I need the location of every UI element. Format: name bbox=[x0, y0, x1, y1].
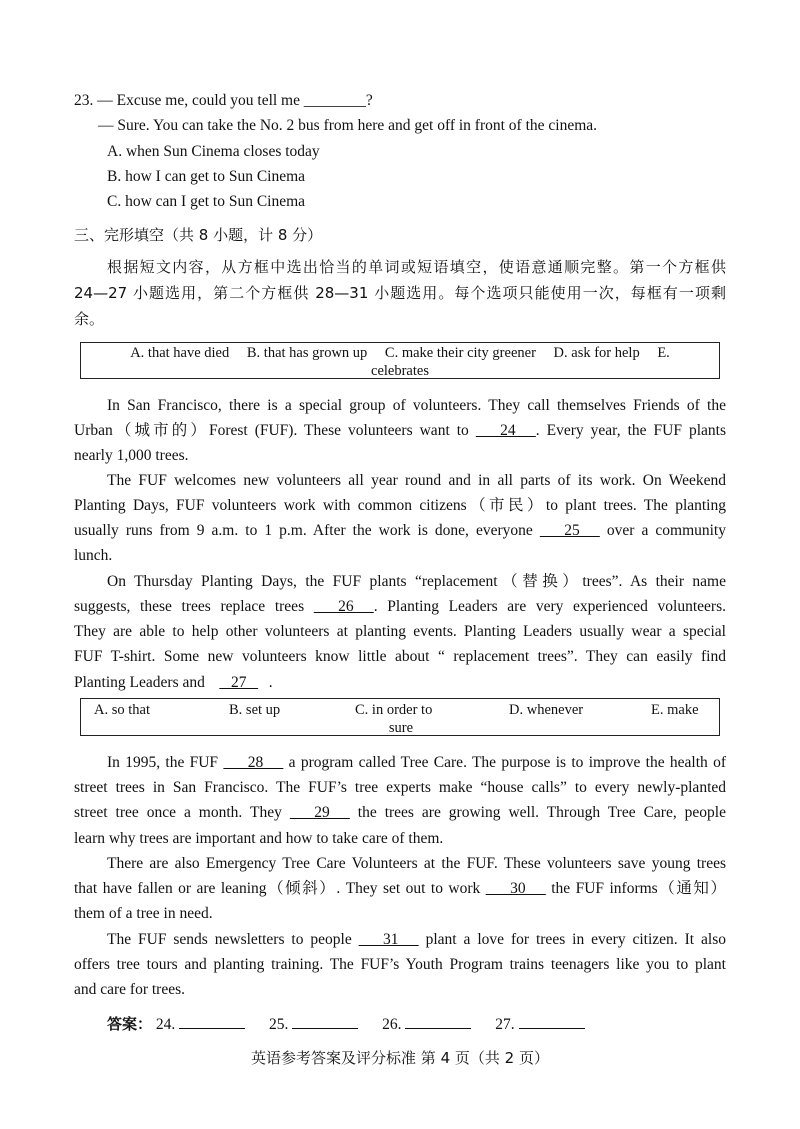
p4-line-3-text-b: the trees are growing well. Through Tree Care, people bbox=[349, 804, 726, 821]
p2-line-2-text: Planting Days, FUF volunteers work with common citizens（市民）to plant trees. The planting bbox=[74, 497, 726, 514]
box1-line-2: celebrates bbox=[371, 363, 429, 379]
p2-line-2 bbox=[74, 496, 726, 516]
p1-line-2-text-b: . Every year, the FUF plants bbox=[535, 422, 726, 439]
q23-question: 23. — Excuse me, could you tell me ________? bbox=[74, 92, 373, 109]
instruction-line-3: 余。 bbox=[74, 310, 105, 328]
box1-option-b: B. that has grown up bbox=[246, 345, 368, 361]
p3-line-5-text-b: . bbox=[268, 674, 273, 691]
answer-26-line[interactable] bbox=[405, 1014, 471, 1029]
p3-line-5-text-a: Planting Leaders and bbox=[74, 674, 209, 691]
p3-line-4-text: FUF T-shirt. Some new volunteers know little about “ replacement trees”. They can easily find bbox=[74, 648, 726, 665]
answer-26-label: 26. bbox=[382, 1016, 402, 1033]
q23-answer-line: — Sure. You can take the No. 2 bus from here and get off in front of the cinema. bbox=[98, 117, 598, 134]
box2-line-2: sure bbox=[388, 720, 414, 736]
instruction-line-2: 24—27 小题选用，第二个方框供 28—31 小题选用。每个选项只能使用一次，每框有一项剩 bbox=[74, 284, 726, 302]
p4-line-3 bbox=[74, 803, 726, 823]
word-box-1-options bbox=[81, 344, 719, 362]
answer-27-line[interactable] bbox=[519, 1014, 585, 1029]
p4-line-1-text-a: In 1995, the FUF bbox=[107, 754, 224, 771]
p6-line-3: and care for trees. bbox=[74, 981, 186, 998]
answer-row bbox=[107, 1013, 605, 1034]
p1-line-1-text: In San Francisco, there is a special group of volunteers. They call themselves Friends of the bbox=[107, 397, 726, 414]
p4-line-2-text: street trees in San Francisco. The FUF’s tree experts make “house calls” to every newly-planted bbox=[74, 779, 726, 796]
p1-line-3: nearly 1,000 trees. bbox=[74, 447, 189, 464]
answer-label: 答案： bbox=[107, 1015, 153, 1033]
p1-line-2-text-a: Urban（城市的）Forest (FUF). These volunteers want to bbox=[74, 422, 476, 439]
p2-line-3-text-b: over a community bbox=[599, 522, 726, 539]
p5-line-3: them of a tree in need. bbox=[74, 905, 213, 922]
box1-option-d: D. ask for help bbox=[553, 345, 640, 361]
p3-line-1 bbox=[107, 572, 726, 592]
word-box-1 bbox=[80, 342, 720, 379]
p1-line-2 bbox=[74, 421, 726, 441]
page-footer: 英语参考答案及评分标准 第 4 页（共 2 页） bbox=[251, 1049, 549, 1067]
blank-25: 25 bbox=[539, 522, 600, 539]
p2-line-3 bbox=[74, 521, 726, 541]
blank-28: 28 bbox=[223, 754, 284, 771]
blank-27: 27 bbox=[219, 674, 259, 691]
p6-line-1 bbox=[107, 930, 726, 950]
p6-line-2 bbox=[74, 955, 726, 975]
p3-line-2-text-b: . Planting Leaders are very experienced volunteers. bbox=[373, 598, 726, 615]
blank-30: 30 bbox=[485, 880, 546, 897]
answer-25-label: 25. bbox=[269, 1016, 289, 1033]
q23-option-b: B. how I can get to Sun Cinema bbox=[107, 168, 306, 185]
p5-line-2 bbox=[74, 879, 726, 899]
p2-line-3-text-a: usually runs from 9 a.m. to 1 p.m. After the work is done, everyone bbox=[74, 522, 540, 539]
p4-line-4: learn why trees are important and how to take care of them. bbox=[74, 830, 444, 847]
box2-option-a: A. so that bbox=[94, 702, 150, 718]
p2-line-1 bbox=[107, 471, 726, 491]
p6-line-1-text-a: The FUF sends newsletters to people bbox=[107, 931, 359, 948]
blank-31: 31 bbox=[358, 931, 419, 948]
box2-option-d: D. whenever bbox=[509, 702, 584, 718]
p3-line-3-text: They are able to help other volunteers at planting events. Planting Leaders usually wear a special bbox=[74, 623, 726, 640]
box1-option-c: C. make their city greener bbox=[384, 345, 536, 361]
p3-line-4 bbox=[74, 647, 726, 667]
p4-line-1-text-b: a program called Tree Care. The purpose is to improve the health of bbox=[283, 754, 726, 771]
p2-line-4: lunch. bbox=[74, 547, 113, 564]
p5-line-1-text: There are also Emergency Tree Care Volunteers at the FUF. These volunteers save young trees bbox=[107, 855, 726, 872]
p6-line-2-text: offers tree tours and planting training. The FUF’s Youth Program trains teenagers like you to plant bbox=[74, 956, 726, 973]
word-box-2 bbox=[80, 698, 720, 736]
box2-option-e: E. make bbox=[651, 702, 699, 718]
p3-line-5 bbox=[74, 673, 726, 693]
box2-option-c: C. in order to bbox=[355, 702, 433, 718]
section3-heading: 三、完形填空（共 8 小题，计 8 分） bbox=[74, 226, 323, 244]
answer-24-label: 24. bbox=[155, 1016, 176, 1033]
p3-line-2-text-a: suggests, these trees replace trees bbox=[74, 598, 314, 615]
p3-line-1-text: On Thursday Planting Days, the FUF plants “replacement（替换）trees”. As their name bbox=[107, 573, 726, 590]
box2-option-b: B. set up bbox=[229, 702, 281, 718]
blank-29: 29 bbox=[289, 804, 350, 821]
p3-line-3 bbox=[74, 622, 726, 642]
box1-option-a: A. that have died bbox=[130, 345, 230, 361]
q23-option-a: A. when Sun Cinema closes today bbox=[107, 143, 320, 160]
answer-27-label: 27. bbox=[495, 1016, 515, 1033]
p5-line-2-text-b: the FUF informs（通知） bbox=[545, 880, 726, 897]
box1-option-e: E. bbox=[657, 345, 670, 361]
p1-line-1 bbox=[107, 396, 726, 416]
blank-26: 26 bbox=[313, 598, 374, 615]
p4-line-1 bbox=[107, 753, 726, 773]
p3-line-2 bbox=[74, 597, 726, 617]
blank-24: 24 bbox=[475, 422, 536, 439]
answer-24-line[interactable] bbox=[179, 1014, 245, 1029]
p4-line-3-text-a: street tree once a month. They bbox=[74, 804, 290, 821]
p5-line-1 bbox=[107, 854, 726, 874]
p2-line-1-text: The FUF welcomes new volunteers all year round and in all parts of its work. On Weekend bbox=[107, 472, 726, 489]
p5-line-2-text-a: that have fallen or are leaning（倾斜）. They set out to work bbox=[74, 880, 486, 897]
p6-line-1-text-b: plant a love for trees in every citizen. It also bbox=[418, 931, 726, 948]
q23-option-c: C. how can I get to Sun Cinema bbox=[107, 193, 306, 210]
p4-line-2 bbox=[74, 778, 726, 798]
answer-25-line[interactable] bbox=[292, 1014, 358, 1029]
instruction-line-1: 根据短文内容，从方框中选出恰当的单词或短语填空，使语意通顺完整。第一个方框供 bbox=[107, 258, 726, 276]
